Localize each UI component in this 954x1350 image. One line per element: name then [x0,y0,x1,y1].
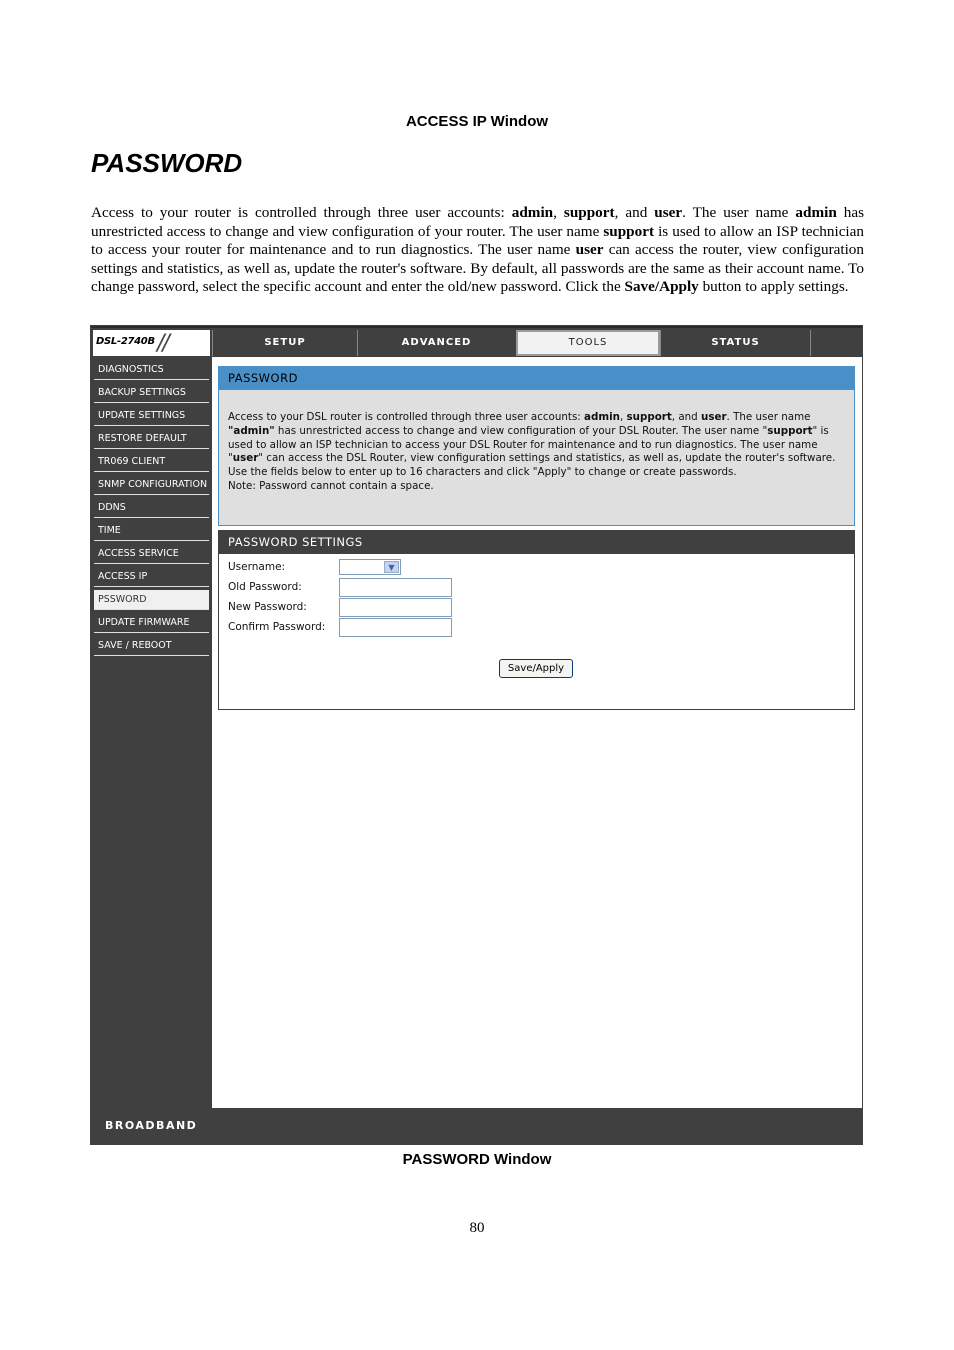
username-label: Username: [228,561,286,573]
password-description [228,411,848,494]
intro-bold: user [575,241,604,258]
page-number: 80 [469,1220,485,1236]
tab-setup[interactable]: SETUP [212,330,357,356]
tab-advanced[interactable]: ADVANCED [357,330,515,356]
old-password-label: Old Password: [228,581,302,593]
sidebar-item-update-settings[interactable]: UPDATE SETTINGS [94,406,209,426]
chevron-down-icon[interactable]: ▼ [384,561,399,573]
sidebar-item-access-ip[interactable]: ACCESS IP [94,567,209,587]
password-note: Note: Password cannot contain a space. [228,479,434,492]
desc-bold: admin [584,411,620,423]
sidebar-item-update-firmware[interactable]: UPDATE FIRMWARE [94,613,209,633]
footer-bar [91,1108,862,1144]
intro-text: , [553,204,564,221]
desc-text: , and [671,411,701,423]
password-info-box [218,366,855,526]
confirm-password-field[interactable] [339,618,452,637]
new-password-field[interactable] [339,598,452,617]
intro-bold: Save/Apply [624,278,699,295]
desc-text: , [619,411,627,423]
sidebar-item-snmp-configuration[interactable]: SNMP CONFIGURATION [94,475,209,495]
desc-bold: support [767,424,813,437]
intro-bold: admin [511,204,554,221]
top-caption: ACCESS IP Window [405,113,549,130]
desc-bold: "admin" [228,424,275,437]
intro-text: is used to allow an ISP technician to access your router for maintenance and to run diagnostics. The user name [91,222,864,258]
intro-text: Access to your router is controlled through three user accounts: [91,204,512,221]
desc-bold: support [626,411,672,423]
desc-bold: user [701,411,727,423]
sidebar-item-save-reboot[interactable]: SAVE / REBOOT [94,636,209,656]
intro-bold: support [563,204,615,221]
intro-text: button to apply settings. [698,278,849,295]
sidebar-item-access-service[interactable]: ACCESS SERVICE [94,544,209,564]
confirm-password-label: Confirm Password: [228,621,326,633]
sidebar-item-password[interactable]: PSSWORD [94,590,209,610]
old-password-field[interactable] [339,578,452,597]
save-apply-button[interactable]: Save/Apply [499,659,573,678]
intro-bold: support [603,222,655,240]
sidebar-item-tr069-client[interactable]: TR069 CLIENT [94,452,209,472]
desc-text: " can access the DSL Router, view configuration settings and statistics, as well as, update the router's software. Use the fields below to enter up to 16 characters and click "Apply" to change or create passwords. [228,452,836,479]
footer-brand: BROADBAND [105,1119,198,1132]
intro-text: has unrestricted access to change and view configuration of your router. The user name [91,204,864,240]
sidebar-item-time[interactable]: TIME [94,521,209,541]
intro-bold: admin [795,204,837,221]
sidebar [91,357,212,1108]
main-content [212,357,862,1108]
intro-text: can access the router, view configuration settings and statistics, as well as, update the router's software. By default, all passwords are the same as their account name. To change password, select the specific account and enter the old/new password. Click the [91,241,864,295]
intro-text: . The user name [682,204,796,221]
sidebar-item-backup-settings[interactable]: BACKUP SETTINGS [94,383,209,403]
tab-tools[interactable]: TOOLS [516,330,660,356]
tab-empty [810,330,862,356]
intro-text: , and [614,204,655,221]
section-title: PASSWORD [91,148,243,178]
new-password-label: New Password: [228,601,307,613]
intro-bold: user [654,204,683,221]
product-logo [93,330,210,356]
sidebar-item-diagnostics[interactable]: DIAGNOSTICS [94,360,209,380]
username-select[interactable] [339,559,401,575]
desc-text: has unrestricted access to change and view configuration of your DSL Router. The user name " [274,424,768,437]
intro-paragraph [91,204,864,297]
password-box-title: PASSWORD [219,367,854,390]
desc-text: . The user name [726,411,811,423]
router-screenshot [90,325,863,1145]
tab-status[interactable]: STATUS [660,330,810,356]
sidebar-item-ddns[interactable]: DDNS [94,498,209,518]
logo-slash-icon: // [157,331,168,356]
figure-caption: PASSWORD Window [402,1151,552,1168]
logo-model-text: DSL-2740B [96,336,155,347]
desc-text: " is used to allow an ISP technician to access your DSL Router for maintenance and to run diagnostics. The user name " [228,424,829,465]
sidebar-item-restore-default[interactable]: RESTORE DEFAULT [94,429,209,449]
top-navigation [91,326,862,357]
password-settings-box [218,530,855,710]
desc-text: Access to your DSL router is controlled through three user accounts: [228,411,585,423]
desc-bold: user [232,452,259,465]
password-settings-title: PASSWORD SETTINGS [219,531,854,554]
